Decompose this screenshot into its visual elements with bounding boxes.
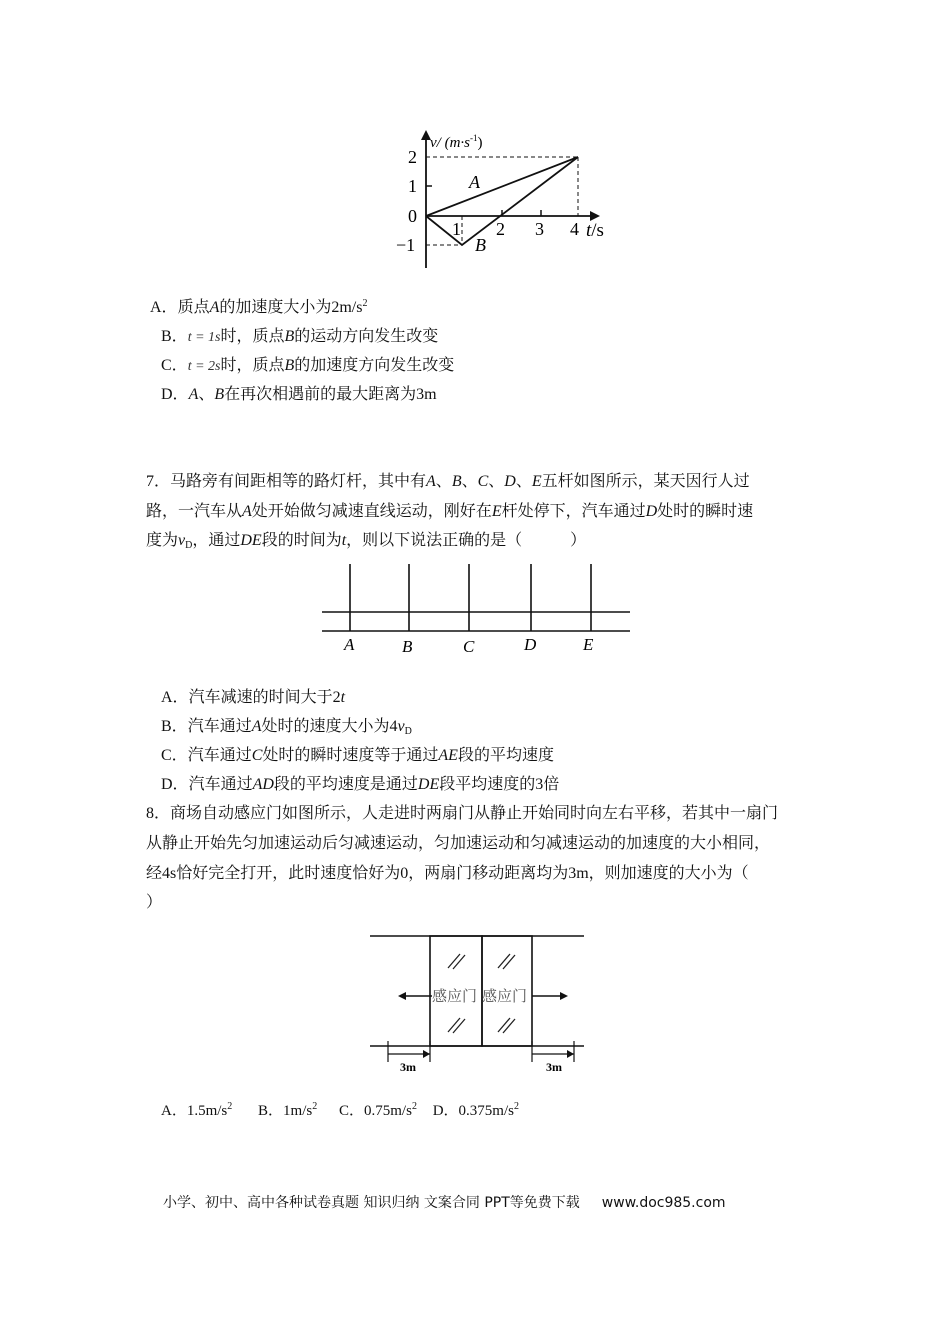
q6-option-d [161,385,437,405]
q8-option-d [433,1103,519,1119]
q7-option-c-post: 段的平均速度 [457,747,554,764]
q6-option-a-var: A [209,299,220,316]
q8-option-d-letter: D． [432,1103,459,1119]
q7-l3-sub1: D [185,540,193,551]
q8-option-a-value: 1.5m/s [186,1103,228,1119]
q6-option-a-pre: 质点 [177,299,210,316]
q6-option-b-letter: B． [161,328,188,345]
q7-l2-v2: E [491,503,502,520]
q6-option-c-post: 的加速度方向发生改变 [294,357,455,374]
q8-option-d-value: 0.375m/s [458,1103,514,1119]
pole-label-d: D [524,635,537,654]
q7-option-a [161,688,345,708]
q7-option-c [161,746,554,766]
q6-option-d-var2: B [214,386,225,403]
q7-stem-line1 [146,472,750,492]
q6-option-a-post: 的加速度大小为2m/s [219,299,363,316]
q7-option-a-letter: A． [161,689,189,706]
q8-stem-line2: 从静止开始先匀加速运动后匀减速运动，匀加速运动和匀减速运动的加速度的大小相同， [146,835,771,852]
q7-l3-v3: t [341,532,347,549]
vt-line-b-label: B [475,235,486,255]
vt-ytick-2: 2 [408,147,417,167]
q8-stem-line3: 经4s恰好完全打开，此时速度恰好为0，两扇门移动距离均为3m，则加速度的大小为（ [146,865,749,882]
q7-l2-p1: 路，一汽车从 [146,503,243,520]
q6-option-d-var1: A [188,386,199,403]
q7-option-d-var2: DE [417,776,440,793]
vt-xtick-1: 1 [452,219,461,239]
q7-l1-v2: B [451,473,462,490]
q7-option-c-pre: 汽车通过 [187,747,252,764]
q6-option-d-sep: 、 [198,386,215,403]
q8-option-b-sup: 2 [312,1101,318,1112]
q7-option-b-var2: v [397,718,405,735]
q7-l1-s4: 、 [515,473,532,490]
pole-label-a: A [344,635,355,654]
arrow-left-head [398,992,406,1000]
q7-option-b-sub: D [404,726,412,737]
q8-option-c-value: 0.75m/s [364,1103,412,1119]
q8-option-a-letter: A． [161,1103,187,1119]
q6-option-a-sup: 2 [362,298,368,309]
pole-label-b: B [402,637,413,656]
q8-option-c [339,1103,417,1119]
q8-option-b-value: 1m/s [283,1103,313,1119]
q6-option-b [161,327,438,348]
q7-option-a-var: t [340,689,346,706]
q7-l1-p2: 五杆如图所示，某天因行人过 [541,473,750,490]
q6-option-b-math: t = 1s [187,330,221,345]
vt-xtick-4: 4 [570,219,579,239]
q7-option-b [161,717,412,737]
q7-option-c-letter: C． [161,747,188,764]
q6-option-b-post: 的运动方向发生改变 [294,328,439,345]
q7-l1-s3: 、 [488,473,505,490]
q8-option-b [258,1103,317,1119]
q7-l1-s2: 、 [461,473,478,490]
q7-l2-p4: 处时的瞬时速 [657,503,754,520]
q7-stem-line3 [146,531,586,551]
q8-option-c-letter: C． [338,1103,364,1119]
q6-option-c-var: B [284,357,295,374]
q7-option-d-mid: 段的平均速度是通过 [273,776,418,793]
dim-right-arrowhead [567,1050,574,1058]
q6-option-c-math: t = 2s [187,359,221,374]
q7-stem-line2 [146,502,753,522]
q7-l1-s1: 、 [435,473,452,490]
q7-l3-p4: ，则以下说法正确的是（ ） [346,532,587,549]
footer-text: 小学、初中、高中各种试卷真题 知识归纳 文案合同 PPT等免费下载 [163,1195,580,1211]
q7-option-a-pre: 汽车减速的时间大于2 [188,689,341,706]
q6-option-a [150,298,367,318]
vt-graph-figure [390,128,620,273]
vt-line-a-label: A [469,172,480,192]
dim-left-arrowhead [423,1050,430,1058]
q7-option-d [161,775,559,795]
vt-ytick-0: 0 [408,206,417,226]
q7-l1-p1: 7．马路旁有间距相等的路灯杆，其中有 [146,473,427,490]
q7-l1-v4: D [504,473,516,490]
footer-url[interactable]: www.doc985.com [601,1195,726,1211]
q6-option-b-pre: 时，质点 [220,328,285,345]
q7-option-d-pre: 汽车通过 [188,776,253,793]
q6-option-c-pre: 时，质点 [220,357,285,374]
q7-l1-v1: A [426,473,436,490]
q8-option-b-letter: B． [258,1103,284,1119]
q6-option-c [161,356,454,377]
q7-l1-v3: C [477,473,489,490]
vt-xtick-2: 2 [496,219,505,239]
road-poles-figure [318,560,638,660]
arrow-right-head [560,992,568,1000]
q8-options-row [161,1101,519,1121]
q7-option-d-var: AD [252,776,274,793]
dim-right-label: 3m [546,1060,562,1074]
q7-l3-p1: 度为 [146,532,179,549]
q8-option-a [161,1103,232,1119]
q7-option-b-var: A [251,718,262,735]
q7-l3-p3: 段的时间为 [261,532,342,549]
vt-ytick-1: 1 [408,176,417,196]
q6-option-d-post: 在再次相遇前的最大距离为3m [224,386,437,403]
q7-l2-v3: D [645,503,658,520]
q7-l3-v2: DE [240,532,262,549]
door-left-label: 感应门 [432,989,478,1005]
page-footer [163,1192,726,1212]
q7-option-d-post: 段平均速度的3倍 [439,776,560,793]
q7-l2-p2: 处开始做匀减速直线运动，刚好在 [251,503,492,520]
q8-option-c-sup: 2 [411,1101,417,1112]
q7-l3-p2: ，通过 [192,532,241,549]
vt-xtick-3: 3 [535,219,544,239]
dim-left-label: 3m [400,1060,416,1074]
q7-option-b-pre: 汽车通过 [187,718,252,735]
q6-option-a-letter: A． [150,299,178,316]
q7-option-c-var: C [251,747,263,764]
q7-option-b-letter: B． [161,718,188,735]
q8-option-d-sup: 2 [513,1101,519,1112]
q7-option-c-var2: AE [438,747,458,764]
vt-line-a [426,157,578,216]
q7-option-d-letter: D． [161,776,189,793]
vt-y-label: v/ $(m\cdot s^{-1})$ [430,133,483,151]
q6-option-d-letter: D． [161,386,189,403]
q8-stem-line4: ） [146,894,163,911]
q7-option-b-mid: 处时的速度大小为4 [261,718,398,735]
pole-label-e: E [583,635,594,654]
q7-l2-p3: 杆处停下，汽车通过 [501,503,646,520]
q7-l2-v1: A [242,503,252,520]
q6-option-c-letter: C． [161,357,188,374]
pole-label-c: C [463,637,475,656]
q7-l1-v5: E [531,473,542,490]
q8-option-a-sup: 2 [227,1101,233,1112]
sliding-door-figure [366,928,588,1078]
vt-x-label: t/s [586,220,604,241]
q7-l3-v1: v [178,532,186,549]
q6-option-b-var: B [284,328,295,345]
vt-ytick-m1: −1 [396,235,416,255]
q8-stem-line1: 8．商场自动感应门如图所示，人走进时两扇门从静止开始同时向左右平移，若其中一扇门 [146,805,779,822]
q7-option-c-mid: 处时的瞬时速度等于通过 [262,747,439,764]
door-right-label: 感应门 [482,989,528,1005]
